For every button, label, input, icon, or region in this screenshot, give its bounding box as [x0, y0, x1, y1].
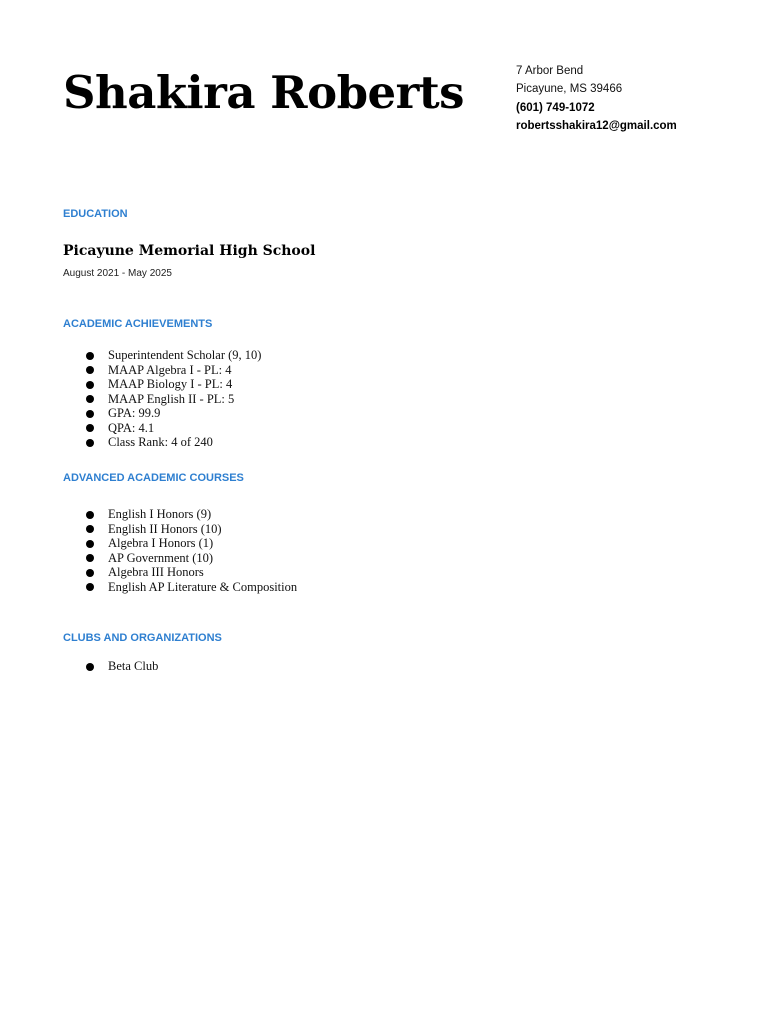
bullet-icon: [86, 569, 94, 577]
courses-list: [84, 507, 297, 594]
list-item: [84, 435, 261, 450]
bullet-icon: [86, 540, 94, 548]
list-item: [84, 551, 297, 566]
list-item: [84, 659, 158, 674]
bullet-icon: [86, 410, 94, 418]
bullet-icon: [86, 583, 94, 591]
achievement-text: MAAP English II - PL: 5: [108, 391, 235, 406]
list-item: [84, 421, 261, 436]
bullet-icon: [86, 663, 94, 671]
list-item: [84, 348, 261, 363]
bullet-icon: [86, 554, 94, 562]
list-item: [84, 507, 297, 522]
email-address: robertsshakira12@gmail.com: [516, 119, 677, 132]
achievements-list: [84, 348, 261, 450]
address-line-2: Picayune, MS 39466: [516, 83, 623, 96]
course-text: AP Government (10): [108, 550, 214, 565]
list-item: [84, 522, 297, 537]
bullet-icon: [86, 366, 94, 374]
list-item: [84, 565, 297, 580]
bullet-icon: [86, 352, 94, 360]
club-text: Beta Club: [108, 659, 159, 673]
clubs-heading: CLUBS AND ORGANIZATIONS: [63, 632, 222, 644]
bullet-icon: [86, 511, 94, 519]
achievement-text: Superintendent Scholar (9, 10): [108, 348, 262, 362]
clubs-list: [84, 659, 158, 674]
list-item: [84, 377, 261, 392]
course-text: English II Honors (10): [108, 521, 222, 536]
course-text: English AP Literature & Composition: [108, 579, 298, 594]
achievement-text: Class Rank: 4 of 240: [108, 435, 213, 449]
bullet-icon: [86, 525, 94, 533]
courses-heading: ADVANCED ACADEMIC COURSES: [63, 472, 244, 484]
list-item: [84, 580, 297, 595]
education-heading: EDUCATION: [63, 208, 128, 220]
phone-number: (601) 749-1072: [516, 101, 595, 114]
list-item: [84, 363, 261, 378]
list-item: [84, 536, 297, 551]
education-dates: August 2021 - May 2025: [63, 268, 172, 279]
course-text: Algebra I Honors (1): [108, 536, 214, 550]
achievement-text: MAAP Algebra I - PL: 4: [108, 362, 232, 377]
course-text: English I Honors (9): [108, 507, 212, 521]
achievement-text: QPA: 4.1: [108, 420, 155, 435]
bullet-icon: [86, 424, 94, 432]
address-line-1: 7 Arbor Bend: [516, 65, 584, 77]
achievements-heading: ACADEMIC ACHIEVEMENTS: [63, 318, 213, 330]
list-item: [84, 406, 261, 421]
school-name: Picayune Memorial High School: [63, 243, 316, 259]
resume-name: Shakira Roberts: [63, 66, 465, 119]
achievement-text: GPA: 99.9: [108, 406, 161, 420]
achievement-text: MAAP Biology I - PL: 4: [108, 377, 233, 391]
list-item: [84, 392, 261, 407]
bullet-icon: [86, 381, 94, 389]
contact-info: [516, 62, 677, 135]
course-text: Algebra III Honors: [108, 565, 204, 579]
bullet-icon: [86, 395, 94, 403]
bullet-icon: [86, 439, 94, 447]
